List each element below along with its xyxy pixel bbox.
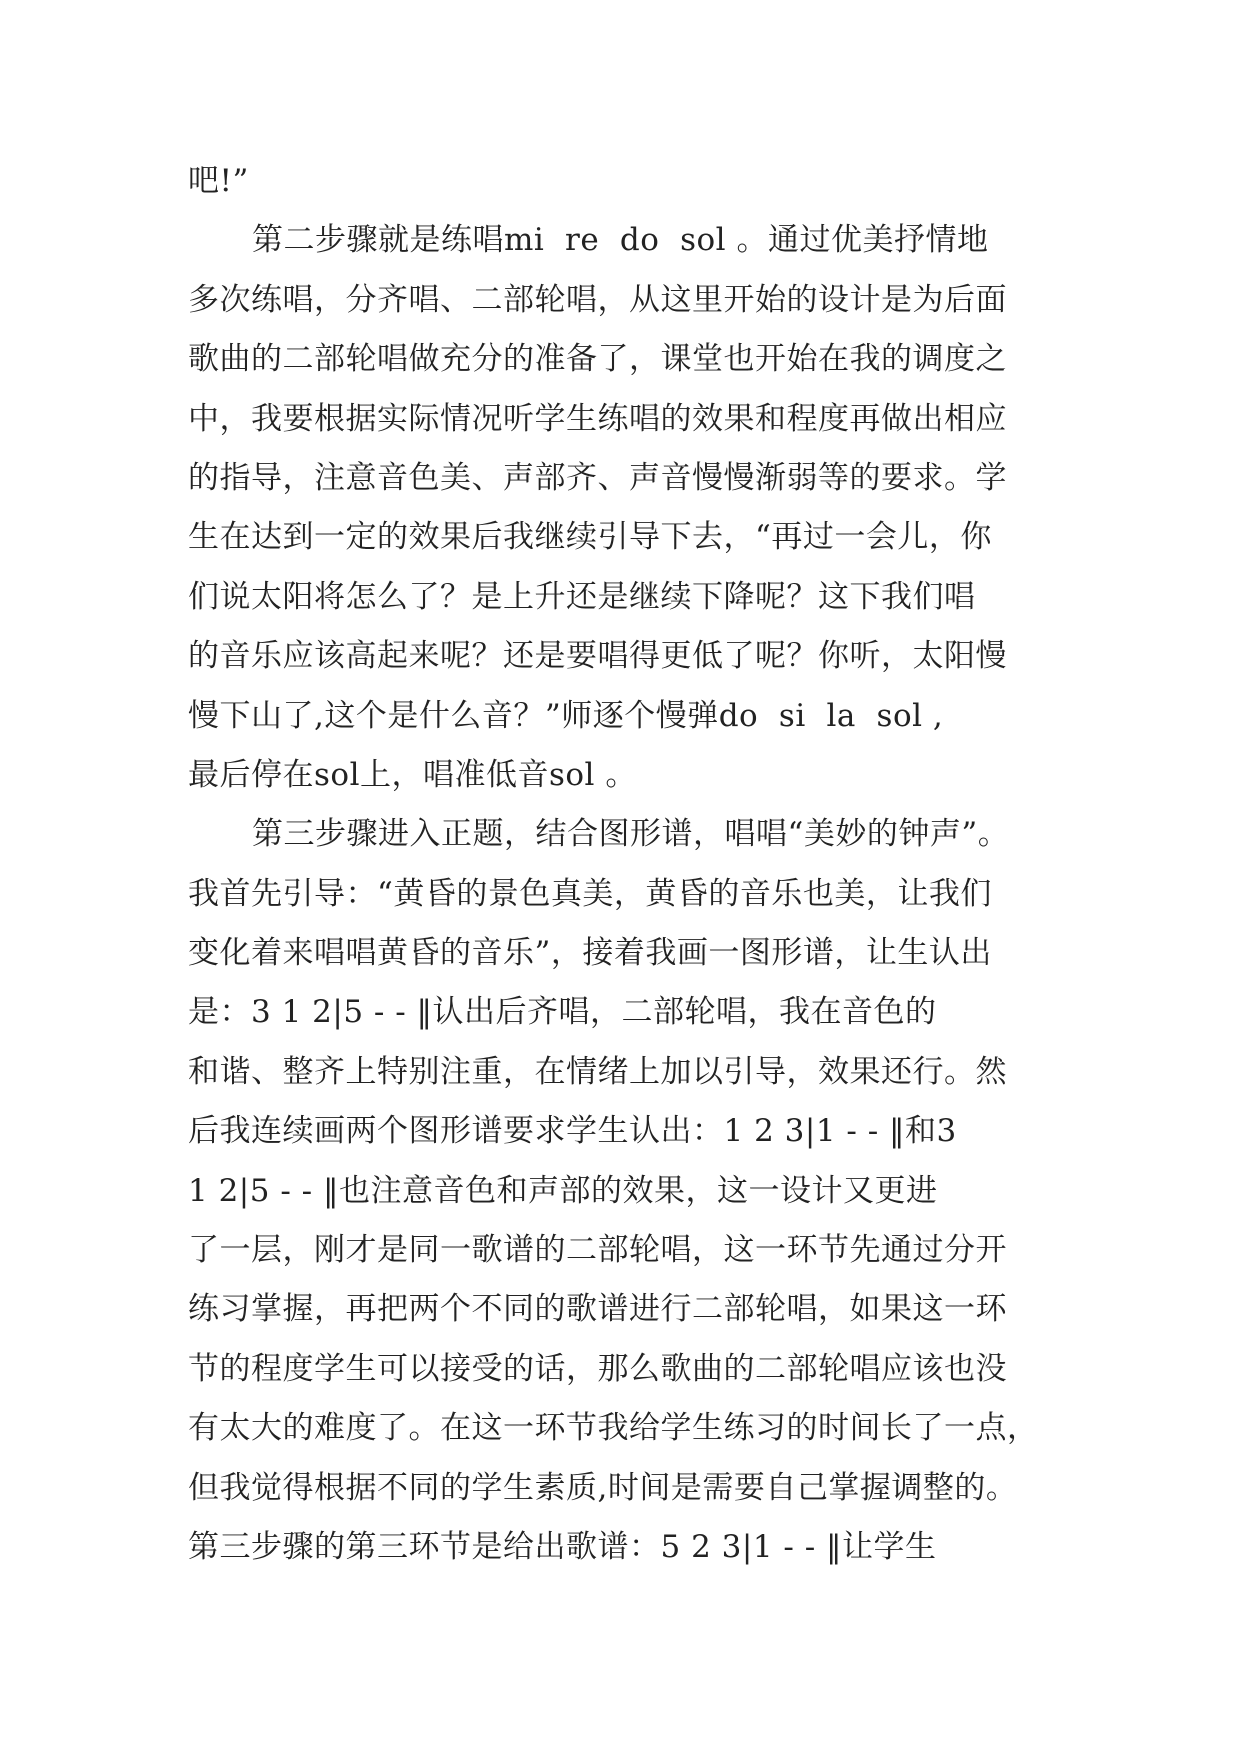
text-line: 歌曲的二部轮唱做充分的准备了，课堂也开始在我的调度之 — [188, 341, 1007, 378]
text-line: 后我连续画两个图形谱要求学生认出：1 2 3|1 - - ‖和3 — [188, 1113, 957, 1150]
text-line: 多次练唱，分齐唱、二部轮唱，从这里开始的设计是为后面 — [188, 281, 1007, 318]
text-line: 练习掌握，再把两个不同的歌谱进行二部轮唱，如果这一环 — [188, 1291, 1007, 1328]
text-line: 1 2|5 - - ‖也注意音色和声部的效果，这一设计又更进 — [188, 1172, 938, 1209]
text-line: 我首先引导：“黄昏的景色真美，黄昏的音乐也美，让我们 — [188, 875, 992, 912]
text-line: 有太大的难度了。在这一环节我给学生练习的时间长了一点， — [188, 1410, 1039, 1447]
text-line: 生在达到一定的效果后我继续引导下去，“再过一会儿，你 — [188, 519, 992, 556]
text-line: 慢下山了,这个是什么音？”师逐个慢弹do si la sol , — [188, 697, 944, 734]
text-line: 们说太阳将怎么了？是上升还是继续下降呢？这下我们唱 — [188, 578, 976, 615]
text-line: 的指导，注意音色美、声部齐、声音慢慢渐弱等的要求。学 — [188, 459, 1007, 496]
text-line: 中，我要根据实际情况听学生练唱的效果和程度再做出相应 — [188, 400, 1007, 437]
text-line: 第三步骤进入正题，结合图形谱，唱唱“美妙的钟声”。 — [252, 816, 1010, 853]
text-line: 第三步骤的第三环节是给出歌谱：5 2 3|1 - - ‖让学生 — [188, 1528, 937, 1565]
text-line: 是：3 1 2|5 - - ‖认出后齐唱，二部轮唱，我在音色的 — [188, 994, 937, 1031]
text-line: 吧!” — [188, 163, 249, 199]
text-line: 了一层，刚才是同一歌谱的二部轮唱，这一环节先通过分开 — [188, 1232, 1007, 1269]
body-text — [188, 152, 1068, 1577]
text-line: 第二步骤就是练唱mi re do sol 。通过优美抒情地 — [252, 222, 989, 259]
text-line: 但我觉得根据不同的学生素质,时间是需要自己掌握调整的。 — [188, 1469, 1018, 1506]
text-line: 节的程度学生可以接受的话，那么歌曲的二部轮唱应该也没 — [188, 1350, 1007, 1387]
text-line: 和谐、整齐上特别注重，在情绪上加以引导，效果还行。然 — [188, 1053, 1007, 1090]
text-line: 的音乐应该高起来呢？还是要唱得更低了呢？你听，太阳慢 — [188, 638, 1007, 675]
text-line: 最后停在sol上，唱准低音sol 。 — [188, 756, 637, 793]
text-line: 变化着来唱唱黄昏的音乐”，接着我画一图形谱，让生认出 — [188, 935, 992, 972]
